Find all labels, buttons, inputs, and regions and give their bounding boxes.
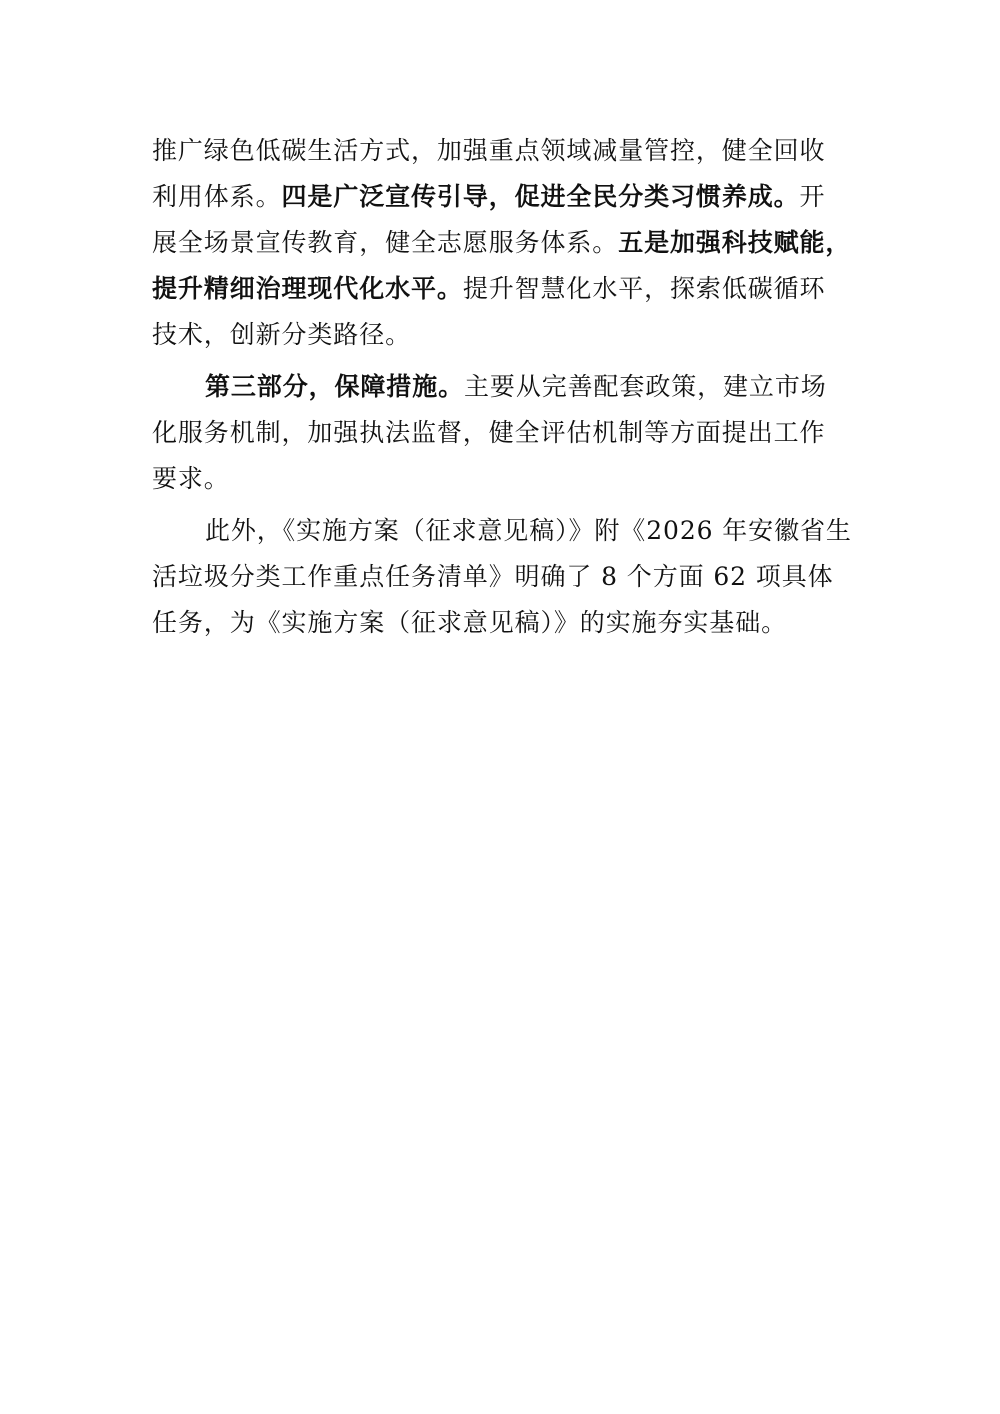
text-line (152, 174, 862, 220)
text-line (152, 266, 862, 312)
text-run: 利用体系。 (152, 182, 282, 211)
bold-text-run: 提升精细治理现代化水平。 (152, 274, 463, 303)
text-run: 化服务机制，加强执法监督，健全评估机制等方面提出工作 (152, 418, 826, 447)
text-run: 展全场景宣传教育，健全志愿服务体系。 (152, 228, 619, 257)
text-run: 技术，创新分类路径。 (152, 320, 412, 349)
text-line (152, 410, 862, 456)
text-run: 提升智慧化水平，探索低碳循环 (462, 274, 826, 303)
text-line (152, 220, 862, 266)
text-line (152, 456, 862, 502)
text-run: 推广绿色低碳生活方式，加强重点领域减量管控，健全回收 (152, 136, 826, 165)
bold-text-run: 五是加强科技赋能， (618, 228, 852, 257)
paragraph-first-line (152, 364, 862, 410)
text-line (152, 312, 862, 358)
text-run: 任务，为《实施方案（征求意见稿）》的实施夯实基础。 (152, 608, 788, 637)
text-run: 开 (799, 182, 826, 211)
bold-text-run: 四是广泛宣传引导，促进全民分类习惯养成。 (281, 182, 800, 211)
body-text (152, 128, 862, 646)
text-run: 主要从完善配套政策，建立市场 (464, 372, 827, 401)
bold-text-run: 第三部分，保障措施。 (205, 372, 465, 401)
text-run: 此外，《实施方案（征求意见稿）》附《2026 年安徽省生 (205, 516, 852, 545)
text-line (152, 554, 862, 600)
text-line (152, 128, 862, 174)
text-run: 活垃圾分类工作重点任务清单》明确了 8 个方面 62 项具体 (152, 562, 834, 591)
text-run: 要求。 (152, 464, 230, 493)
paragraph-first-line (152, 508, 862, 554)
text-line (152, 600, 862, 646)
